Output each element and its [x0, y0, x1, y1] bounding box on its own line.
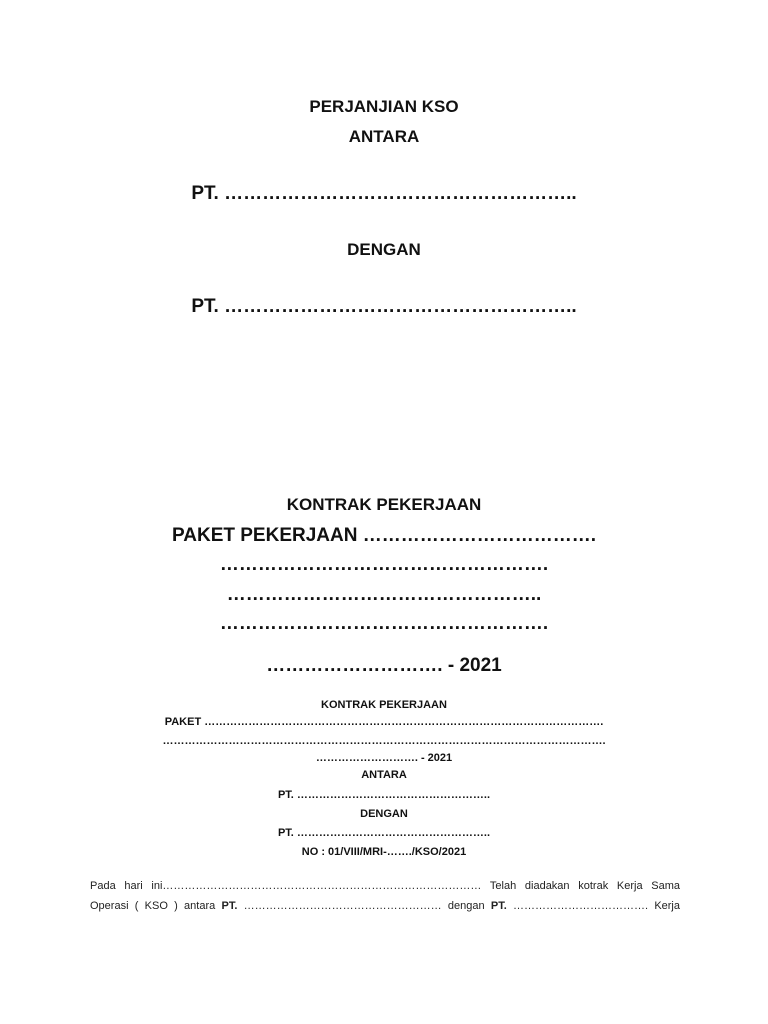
cover-dots-2: …………………………………………..: [226, 584, 542, 605]
header-party-2: PT. ……………………………………………..: [277, 827, 491, 839]
cover-contract-title: KONTRAK PEKERJAAN: [286, 495, 482, 514]
cover-party-1: PT. ………………………………………………..: [191, 183, 577, 204]
paragraph-text: Operasi ( KSO ) antara: [90, 900, 222, 912]
paragraph-line-2: [90, 896, 680, 916]
cover-package-line: PAKET PEKERJAAN ……………………………….: [171, 525, 596, 546]
party-2-ref: PT.: [490, 900, 507, 912]
cover-party-2: PT. ………………………………………………..: [191, 296, 577, 317]
cover-dengan: DENGAN: [347, 240, 421, 259]
paragraph-text: ………………………………. Kerja: [506, 900, 680, 912]
header-contract-title: KONTRAK PEKERJAAN: [321, 699, 447, 711]
cover-dots-3: …………………………………………….: [219, 613, 549, 634]
cover-dots-1: …………………………………………….: [219, 554, 549, 575]
header-dengan: DENGAN: [360, 808, 408, 820]
paragraph-text: ……………………………………………… dengan: [237, 900, 491, 912]
header-party-1: PT. ……………………………………………..: [277, 789, 491, 801]
header-contract-number: NO : 01/VIII/MRI-……./KSO/2021: [301, 846, 467, 858]
header-package-line: PAKET ……………………………………………………………………………………………….: [164, 716, 604, 728]
header-antara: ANTARA: [361, 769, 407, 781]
paragraph-line-1: Pada hari ini…………………………………………………………………………… Telah diadakan kotrak Kerja Sama: [90, 880, 680, 892]
header-year-line: ………………………. - 2021: [315, 752, 453, 764]
cover-year-line: ………………………. - 2021: [266, 655, 502, 676]
header-dots-line: ………………………………………………………………………………………………………….: [162, 735, 606, 747]
party-1-ref: PT.: [221, 900, 238, 912]
cover-antara: ANTARA: [348, 127, 420, 146]
cover-title: PERJANJIAN KSO: [309, 97, 459, 116]
